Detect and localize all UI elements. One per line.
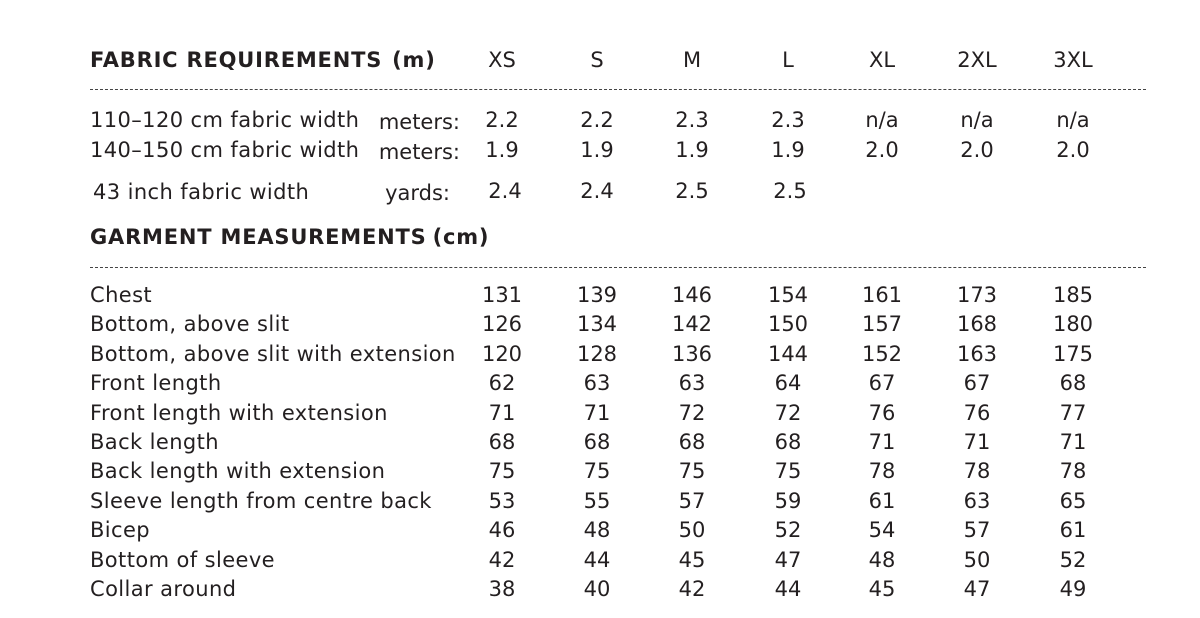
measurement-value: 76 — [868, 401, 896, 425]
measurement-value: 76 — [963, 401, 991, 425]
measurement-value: 52 — [1059, 548, 1087, 572]
garment-measurements-unit: (cm) — [432, 225, 490, 249]
size-header-m: M — [682, 48, 702, 72]
measurement-value: 134 — [576, 312, 618, 336]
fabric-requirements-heading — [90, 50, 436, 71]
fabric-value: 2.4 — [488, 179, 522, 203]
measurement-value: 163 — [956, 342, 998, 366]
measurement-value: 45 — [678, 548, 706, 572]
measurement-value: 161 — [861, 283, 903, 307]
measurement-value: 68 — [774, 430, 802, 454]
fabric-value: 2.0 — [1056, 138, 1090, 162]
garment-measurements-heading — [90, 227, 489, 248]
fabric-value: 2.4 — [580, 179, 614, 203]
measurement-value: 47 — [774, 548, 802, 572]
measurement-label: Bicep — [90, 518, 151, 542]
size-header-3xl: 3XL — [1053, 48, 1093, 72]
measurement-value: 62 — [488, 371, 516, 395]
measurement-value: 128 — [576, 342, 618, 366]
fabric-value: 2.0 — [960, 138, 994, 162]
fabric-requirements-unit: (m) — [392, 48, 436, 72]
measurement-value: 53 — [488, 489, 516, 513]
measurement-value: 61 — [868, 489, 896, 513]
measurement-value: 48 — [868, 548, 896, 572]
measurement-value: 78 — [963, 459, 991, 483]
measurement-label: Bottom of sleeve — [90, 548, 275, 572]
fabric-value: n/a — [960, 108, 994, 132]
measurement-label: Bottom, above slit with extension — [90, 342, 456, 366]
measurement-value: 146 — [671, 283, 713, 307]
measurement-value: 71 — [1059, 430, 1087, 454]
fabric-value: 2.3 — [675, 108, 709, 132]
measurement-value: 42 — [678, 577, 706, 601]
measurement-value: 154 — [767, 283, 809, 307]
measurement-value: 75 — [583, 459, 611, 483]
size-header-s: S — [590, 48, 604, 72]
size-header-xl: XL — [868, 48, 896, 72]
measurement-value: 57 — [678, 489, 706, 513]
measurement-value: 150 — [767, 312, 809, 336]
measurement-value: 48 — [583, 518, 611, 542]
measurement-value: 52 — [774, 518, 802, 542]
fabric-value: 2.3 — [771, 108, 805, 132]
fabric-divider — [90, 89, 1146, 90]
fabric-value: 1.9 — [485, 138, 519, 162]
fabric-value: 2.2 — [580, 108, 614, 132]
measurement-value: 45 — [868, 577, 896, 601]
measurement-value: 38 — [488, 577, 516, 601]
measurement-value: 47 — [963, 577, 991, 601]
fabric-value: 1.9 — [771, 138, 805, 162]
measurement-value: 44 — [774, 577, 802, 601]
measurement-value: 75 — [488, 459, 516, 483]
fabric-value: 1.9 — [580, 138, 614, 162]
measurement-value: 54 — [868, 518, 896, 542]
fabric-row-unit: meters: — [378, 110, 460, 134]
measurement-value: 55 — [583, 489, 611, 513]
measurement-value: 65 — [1059, 489, 1087, 513]
measurement-value: 77 — [1059, 401, 1087, 425]
measurement-value: 63 — [678, 371, 706, 395]
measurement-value: 49 — [1059, 577, 1087, 601]
measurement-label: Sleeve length from centre back — [90, 489, 432, 513]
measurement-value: 175 — [1052, 342, 1094, 366]
measurement-label: Front length with extension — [90, 401, 388, 425]
fabric-row-unit: yards: — [385, 181, 450, 205]
measurement-value: 50 — [678, 518, 706, 542]
fabric-requirements-title: FABRIC REQUIREMENTS — [90, 48, 383, 72]
measurement-value: 68 — [488, 430, 516, 454]
measurement-value: 185 — [1052, 283, 1094, 307]
measurement-value: 57 — [963, 518, 991, 542]
measurement-value: 61 — [1059, 518, 1087, 542]
measurement-value: 142 — [671, 312, 713, 336]
fabric-row-label: 140–150 cm fabric width — [90, 138, 360, 162]
measurement-value: 144 — [767, 342, 809, 366]
measurement-value: 120 — [481, 342, 523, 366]
fabric-row-unit: meters: — [378, 140, 460, 164]
measurement-value: 72 — [678, 401, 706, 425]
measurement-value: 180 — [1052, 312, 1094, 336]
fabric-row-label: 110–120 cm fabric width — [90, 108, 360, 132]
measurement-value: 68 — [1059, 371, 1087, 395]
measurement-value: 131 — [481, 283, 523, 307]
measurement-value: 42 — [488, 548, 516, 572]
measurement-value: 64 — [774, 371, 802, 395]
fabric-value: 2.0 — [865, 138, 899, 162]
measurement-value: 71 — [963, 430, 991, 454]
size-header-xs: XS — [488, 48, 516, 72]
measurement-value: 63 — [583, 371, 611, 395]
measurement-value: 59 — [774, 489, 802, 513]
measurement-value: 75 — [678, 459, 706, 483]
measurement-label: Back length with extension — [90, 459, 386, 483]
measurement-value: 63 — [963, 489, 991, 513]
measurement-value: 168 — [956, 312, 998, 336]
fabric-value: n/a — [865, 108, 899, 132]
fabric-value: 2.5 — [773, 179, 807, 203]
measurement-value: 152 — [861, 342, 903, 366]
measurement-value: 67 — [963, 371, 991, 395]
measurement-value: 46 — [488, 518, 516, 542]
fabric-value: n/a — [1056, 108, 1090, 132]
measurement-value: 139 — [576, 283, 618, 307]
measurement-value: 72 — [774, 401, 802, 425]
measurement-value: 75 — [774, 459, 802, 483]
measurement-value: 50 — [963, 548, 991, 572]
measurement-value: 71 — [583, 401, 611, 425]
measurement-value: 136 — [671, 342, 713, 366]
measurement-value: 71 — [868, 430, 896, 454]
fabric-value: 2.2 — [485, 108, 519, 132]
measurement-value: 157 — [861, 312, 903, 336]
measurement-value: 68 — [583, 430, 611, 454]
size-header-l: L — [782, 48, 794, 72]
fabric-row-label: 43 inch fabric width — [93, 180, 310, 204]
garment-measurements-title: GARMENT MEASUREMENTS — [90, 225, 427, 249]
measurement-value: 68 — [678, 430, 706, 454]
measurement-value: 40 — [583, 577, 611, 601]
measurement-value: 126 — [481, 312, 523, 336]
fabric-value: 1.9 — [675, 138, 709, 162]
measurement-value: 67 — [868, 371, 896, 395]
measurement-label: Bottom, above slit — [90, 312, 290, 336]
measurement-label: Front length — [90, 371, 222, 395]
measurement-value: 44 — [583, 548, 611, 572]
garment-divider — [90, 267, 1146, 268]
measurement-label: Back length — [90, 430, 219, 454]
measurement-value: 71 — [488, 401, 516, 425]
fabric-value: 2.5 — [675, 179, 709, 203]
measurement-label: Chest — [90, 283, 153, 307]
size-header-2xl: 2XL — [957, 48, 997, 72]
measurement-value: 173 — [956, 283, 998, 307]
measurement-value: 78 — [868, 459, 896, 483]
measurement-label: Collar around — [90, 577, 237, 601]
measurement-value: 78 — [1059, 459, 1087, 483]
